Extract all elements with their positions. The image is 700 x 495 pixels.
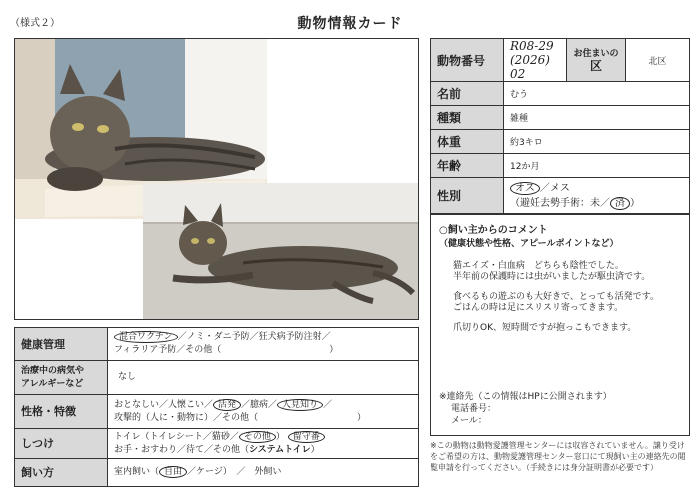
name-value: むう: [504, 82, 690, 106]
personality-label: 性格・特徴: [15, 395, 108, 429]
train-home-circled: 留守番: [288, 431, 325, 443]
number-value: R08-29 (2026) 02: [504, 39, 567, 82]
comment-subtitle: （健康状態や性格、アピールポイントなど）: [439, 239, 619, 249]
age-value: 12か月: [504, 154, 690, 178]
residence-label: お住まいの 区: [567, 39, 626, 82]
form-label: （様式２）: [10, 18, 60, 29]
row-health: [15, 328, 419, 361]
illness-value: なし: [108, 361, 419, 395]
training-label: しつけ: [15, 429, 108, 459]
breed-label: 種類: [431, 106, 504, 130]
train-other-circled: その他: [239, 431, 276, 443]
attributes-table: [14, 327, 419, 487]
row-name: [431, 82, 690, 106]
breed-value: 雑種: [504, 106, 690, 130]
row-age: [431, 154, 690, 178]
phone-label: 電話番号：: [451, 404, 497, 414]
contact-section: ※連絡先（この情報はHPに公開されます） 電話番号： メール：: [439, 392, 612, 426]
train-system-toilet: システムトイレ: [249, 444, 311, 455]
row-sex: 性別 オス ／メス （避妊去勢手術：未／ 済 ）: [431, 178, 690, 214]
info-table: [430, 38, 690, 214]
weight-label: 体重: [431, 130, 504, 154]
keep-free-circled: 自由: [159, 466, 187, 478]
row-breed: [431, 106, 690, 130]
comment-body: 猫エイズ・白血病 どちらも陰性でした。 半年前の保護時には虫がいましたが駆虫済です。 食べるもの遊ぶのも大好きで、とっても活発です。 ごはんの時は足にスリスリ寄ってきます。 爪切りOK、短時間ですが抱っこもできます。: [453, 261, 659, 333]
row-personality: 性格・特徴 おとなしい／人懐こい／ 活発 ／臆病／ 人見知り ／ 攻撃的（人に・動物に）／その他（ ）: [15, 395, 419, 429]
comment-box: [430, 214, 690, 436]
pers-active-circled: 活発: [213, 399, 241, 411]
pers-line2: 攻撃的（人に・動物に）／その他（ ）: [114, 412, 367, 423]
health-line1: ／ノミ・ダニ予防／狂犬病予防注射／: [177, 332, 331, 342]
row-illness: [15, 361, 419, 395]
age-label: 年齢: [431, 154, 504, 178]
keeping-label: 飼い方: [15, 459, 108, 487]
residence-value: 北区: [626, 39, 690, 82]
page-title: 動物情報カード: [297, 16, 403, 32]
row-keeping: 飼い方 室内飼い（ 自由 ／ケージ） ／ 外飼い: [15, 459, 419, 487]
row-training: しつけ トイレ（トイレシート／猫砂／ その他 ） 留守番 お手・おすわり／待て／その他（システムトイレ）: [15, 429, 419, 459]
weight-value: 約3キロ: [504, 130, 690, 154]
footnote: ※この動物は動物愛護管理センターには収容されていません。譲り受けをご希望の方は、動物愛護管理センター窓口にて現飼い主の連絡先の閲覧申請を行ってください。（手続きには身分証明書が必要です）: [430, 441, 686, 472]
neuter-done-circled: 済: [610, 197, 630, 210]
sex-label: 性別: [431, 178, 504, 214]
health-vaccine-circled: 混合ワクチン: [114, 331, 178, 343]
sex-male-circled: オス: [510, 182, 540, 195]
illness-label: 治療中の病気や アレルギーなど: [15, 361, 108, 395]
health-line2: フィラリア予防／その他（ ）: [114, 345, 339, 355]
row-number: [431, 39, 690, 82]
cat-photo-bottom: [143, 183, 419, 320]
sex-female: メス: [549, 182, 570, 194]
pers-shy-circled: 人見知り: [277, 399, 323, 411]
health-label: 健康管理: [15, 328, 108, 361]
name-label: 名前: [431, 82, 504, 106]
row-weight: [431, 130, 690, 154]
mail-label: メール：: [451, 416, 487, 426]
comment-title: ○飼い主からのコメント: [439, 225, 548, 236]
photo-area: [14, 38, 419, 320]
number-label: 動物番号: [431, 39, 504, 82]
